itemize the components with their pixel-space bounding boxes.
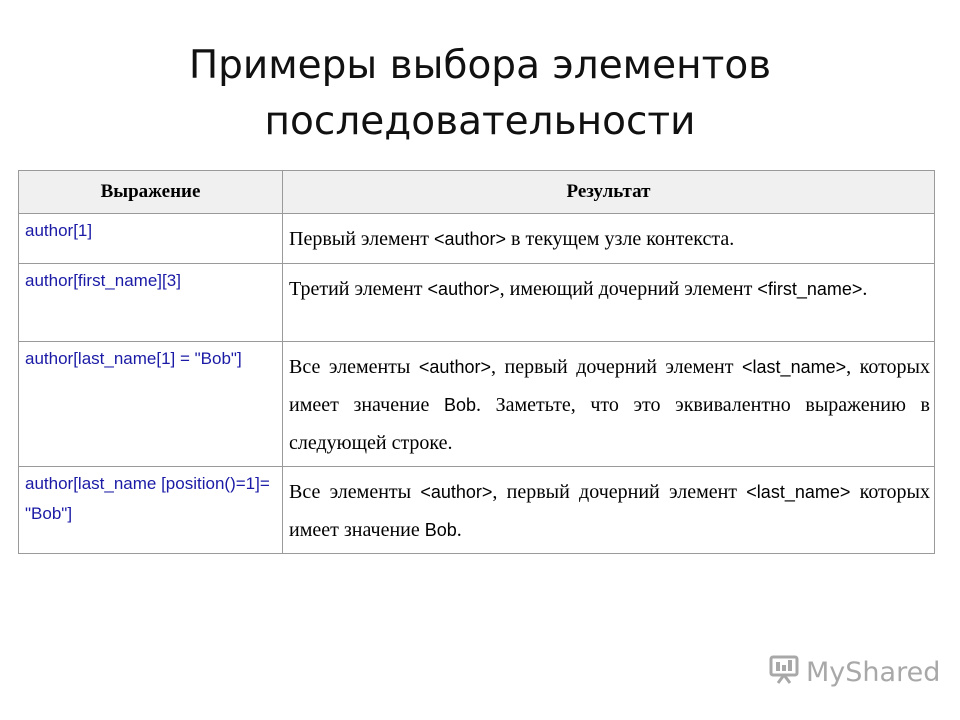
- code-token: <first_name>: [757, 279, 863, 299]
- result-cell: [283, 264, 935, 342]
- code-token: Bob: [424, 520, 457, 540]
- expression-cell: author[last_name [position()=1]= "Bob"]: [19, 467, 283, 554]
- result-text: Первый элемент: [289, 228, 434, 250]
- code-token: <author>: [433, 229, 507, 249]
- code-token: <author>: [418, 357, 491, 377]
- expression-cell: author[first_name][3]: [19, 264, 283, 342]
- header-expression: Выражение: [19, 171, 283, 214]
- code-token: <author>: [427, 279, 500, 299]
- result-text: которых имеет значение: [289, 481, 930, 541]
- code-token: <last_name>: [746, 482, 851, 502]
- result-cell: [283, 342, 935, 467]
- result-cell: [283, 467, 935, 554]
- code-token: <last_name>: [742, 357, 847, 377]
- myshared-logo: [768, 656, 940, 688]
- table-row: [19, 214, 935, 264]
- result-text: . Заметьте, что это эквивалентно выражению в следующей строке.: [289, 394, 930, 454]
- slide-title-line-1: Примеры выбора элементов: [188, 43, 772, 88]
- result-cell: [283, 214, 935, 264]
- result-text: Все элементы: [289, 356, 419, 378]
- expression-cell: author[1]: [19, 214, 283, 264]
- result-text: , которых имеет значение: [289, 356, 930, 416]
- slide-title: [0, 38, 960, 150]
- result-text: Третий элемент: [289, 278, 428, 300]
- xpath-examples-table: [18, 170, 935, 554]
- result-text: , первый дочерний элемент: [490, 356, 743, 378]
- slide-title-line-2: последовательности: [264, 99, 696, 144]
- result-text: .: [862, 278, 868, 300]
- table-row: [19, 467, 935, 554]
- header-result: Результат: [283, 171, 935, 214]
- expression-cell: author[last_name[1] = "Bob"]: [19, 342, 283, 467]
- result-text: , имеющий дочерний элемент: [499, 278, 758, 300]
- presentation-icon: [768, 655, 800, 690]
- code-token: <author>: [420, 482, 493, 502]
- table-row: [19, 264, 935, 342]
- logo-text: MyShared: [806, 656, 941, 688]
- result-text: .: [456, 519, 462, 541]
- result-text: Все элементы: [289, 481, 421, 503]
- result-text: в текущем узле контекста.: [506, 228, 735, 250]
- code-token: Bob: [443, 395, 476, 415]
- table-row: [19, 342, 935, 467]
- result-text: , первый дочерний элемент: [492, 481, 747, 503]
- table-header-row: [19, 171, 935, 214]
